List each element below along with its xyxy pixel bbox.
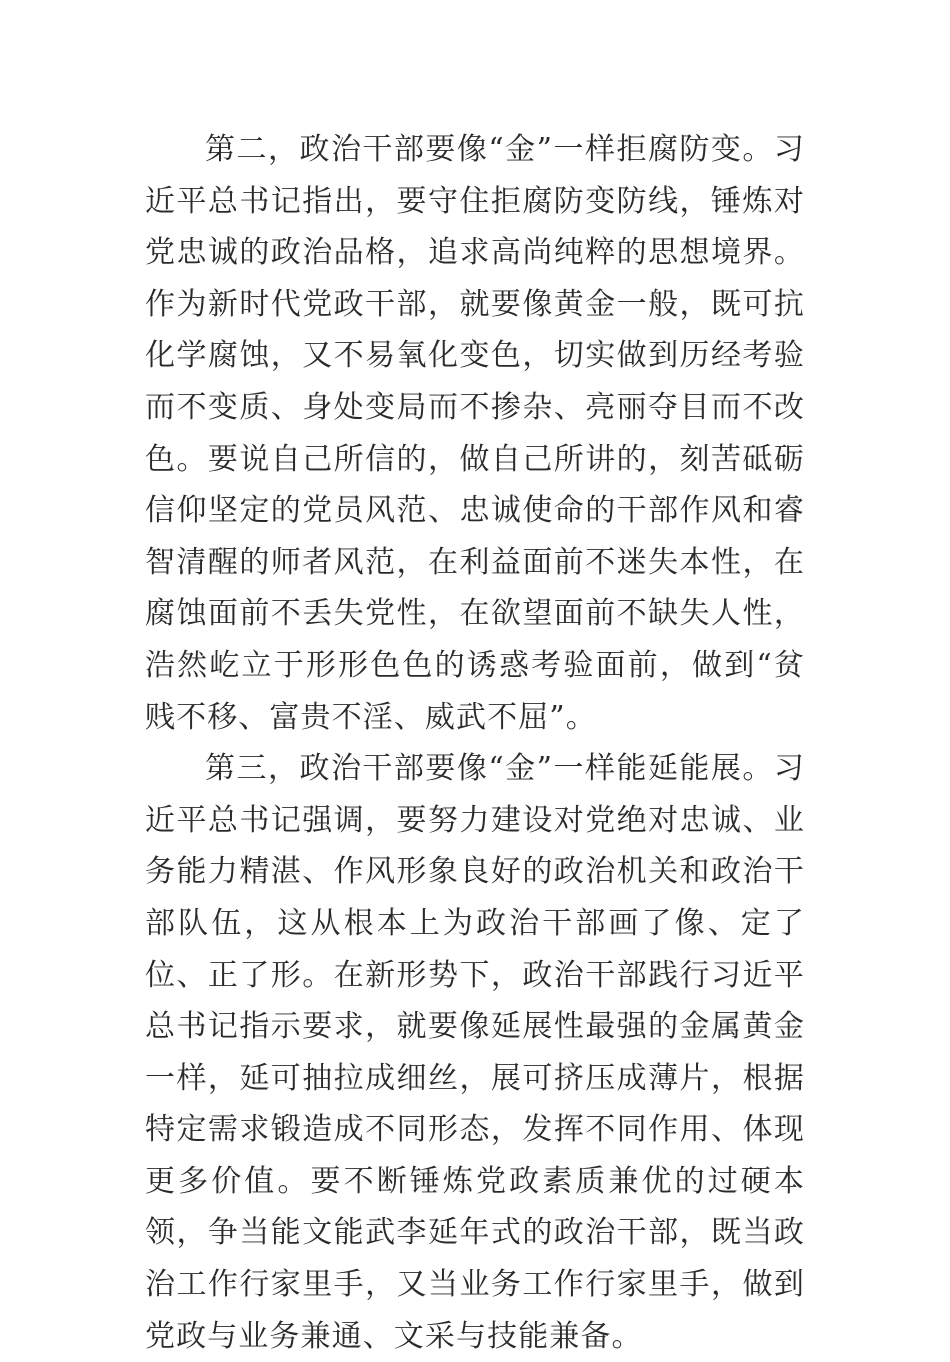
document-body bbox=[145, 124, 805, 1362]
paragraph-second-point: 第二，政治干部要像“金”一样拒腐防变。习近平总书记指出，要守住拒腐防变防线，锤炼对党忠诚的政治品格，追求高尚纯粹的思想境界。作为新时代党政干部，就要像黄金一般，既可抗化学腐蚀，又不易氧化变色，切实做到历经考验而不变质、身处变局而不掺杂、亮丽夺目而不改色。要说自己所信的，做自己所讲的，刻苦砥砺信仰坚定的党员风范、忠诚使命的干部作风和睿智清醒的师者风范，在利益面前不迷失本性，在腐蚀面前不丢失党性，在欲望面前不缺失人性，浩然屹立于形形色色的诱惑考验面前，做到“贫贱不移、富贵不淫、威武不屈”。 bbox=[145, 132, 805, 735]
paragraph-third-point: 第三，政治干部要像“金”一样能延能展。习近平总书记强调，要努力建设对党绝对忠诚、业务能力精湛、作风形象良好的政治机关和政治干部队伍，这从根本上为政治干部画了像、定了位、正了形。在新形势下，政治干部践行习近平总书记指示要求，就要像延展性最强的金属黄金一样，延可抽拉成细丝，展可挤压成薄片，根据特定需求锻造成不同形态，发挥不同作用、体现更多价值。要不断锤炼党政素质兼优的过硬本领，争当能文能武李延年式的政治干部，既当政治工作行家里手，又当业务工作行家里手，做到党政与业务兼通、文采与技能兼备。 bbox=[145, 751, 805, 1354]
